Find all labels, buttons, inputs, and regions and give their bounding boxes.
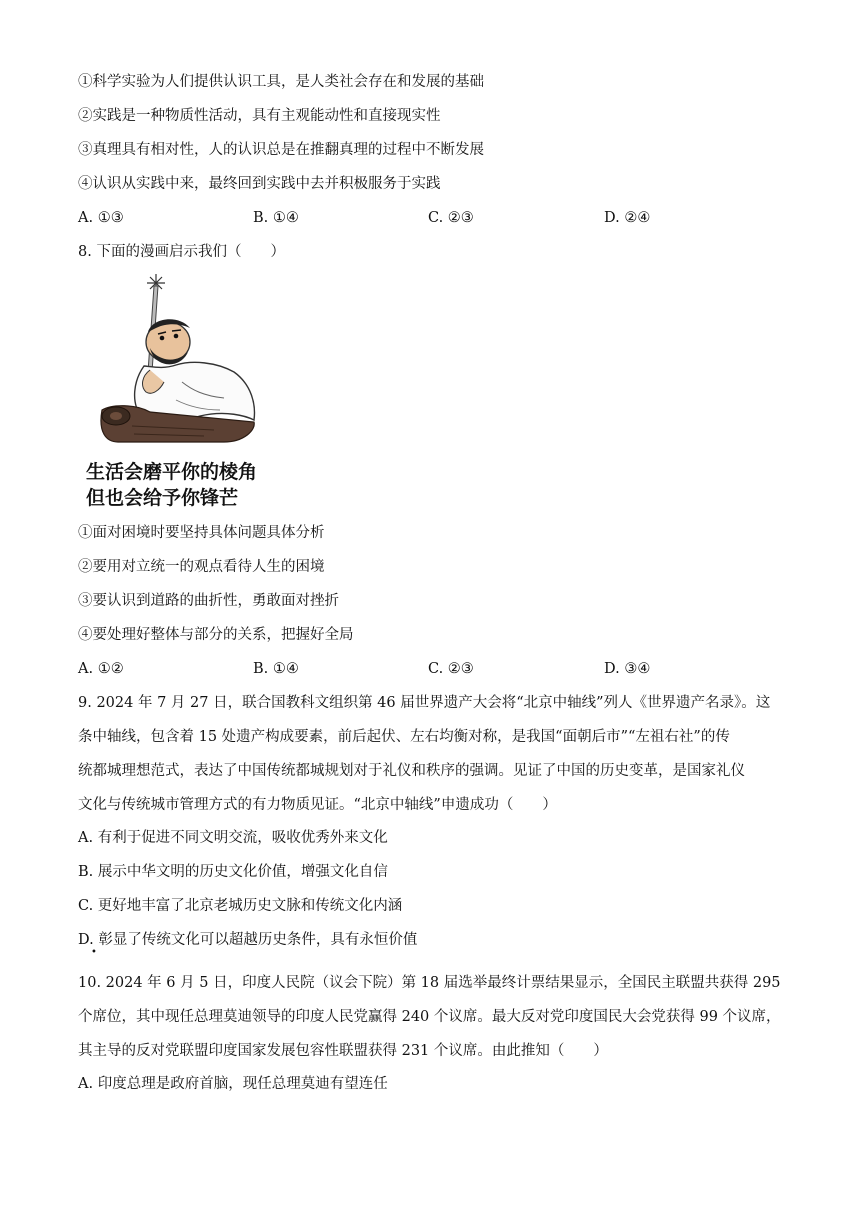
- q9-stem-line: 9. 2024 年 7 月 27 日，联合国教科文组织第 46 届世界遗产大会将“北京中轴线”列人《世界遗产名录》。这: [78, 695, 771, 711]
- q9-option-c: C. 更好地丰富了北京老城历史文脉和传统文化内涵: [78, 898, 403, 914]
- q7-option-b: B. ①④: [253, 210, 299, 226]
- cartoon-image: [84, 270, 270, 518]
- q9-stem: [78, 686, 784, 822]
- q9-option-a: A. 有利于促进不同文明交流，吸收优秀外来文化: [78, 830, 388, 846]
- q7-statement-1: ①科学实验为人们提供认识工具，是人类社会存在和发展的基础: [78, 74, 484, 90]
- q7-option-c: C. ②③: [428, 210, 474, 226]
- q7-option-d: D. ②④: [604, 210, 651, 226]
- cartoon-caption-line-1: 生活会磨平你的棱角: [86, 461, 258, 483]
- q8-statement-4: ④要处理好整体与部分的关系，把握好全局: [78, 627, 354, 643]
- q9-stem-line: 统都城理想范式，表达了中国传统都城规划对于礼仪和秩序的强调。见证了中国的历史变革，是国家礼仪: [78, 763, 745, 779]
- q10-stem: [78, 966, 784, 1068]
- q10-stem-line: 10. 2024 年 6 月 5 日，印度人民院（议会下院）第 18 届选举最终计票结果显示，全国民主联盟共获得 295: [78, 975, 781, 991]
- q9-option-b: B. 展示中华文明的历史文化价值，增强文化自信: [78, 864, 388, 880]
- q8-option-d: D. ③④: [604, 661, 651, 677]
- q7-statement-4: ④认识从实践中来，最终回到实践中去并积极服务于实践: [78, 176, 441, 192]
- q8-statement-1: ①面对困境时要坚持具体问题具体分析: [78, 525, 325, 541]
- cartoon-caption-line-2: 但也会给予你锋芒: [86, 487, 239, 509]
- q8-option-a: A. ①②: [78, 661, 124, 677]
- q10-option-a: A. 印度总理是政府首脑，现任总理莫迪有望连任: [78, 1076, 388, 1092]
- q7-option-a: A. ①③: [78, 210, 124, 226]
- q8-option-c: C. ②③: [428, 661, 474, 677]
- q10-stem-line: 个席位，其中现任总理莫迪领导的印度人民党赢得 240 个议席。最大反对党印度国民大会党获得 99 个议席，: [78, 1009, 781, 1025]
- q9-stem-line: 条中轴线，包含着 15 处遗产构成要素，前后起伏、左右均衡对称，是我国“面朝后市”“左祖右社”的传: [78, 729, 730, 745]
- q7-statement-3: ③真理具有相对性，人的认识总是在推翻真理的过程中不断发展: [78, 142, 484, 158]
- q8-stem: 8. 下面的漫画启示我们（ ）: [78, 244, 285, 260]
- q10-stem-line: 其主导的反对党联盟印度国家发展包容性联盟获得 231 个议席。由此推知（ ）: [78, 1043, 608, 1059]
- q7-statement-2: ②实践是一种物质性活动，具有主观能动性和直接现实性: [78, 108, 441, 124]
- q9-stem-line: 文化与传统城市管理方式的有力物质见证。“北京中轴线”申遗成功（ ）: [78, 797, 557, 813]
- q8-statement-3: ③要认识到道路的曲折性，勇敢面对挫折: [78, 593, 339, 609]
- q9-option-d: D. 彰显了传统文化可以超越历史条件，具有永恒价值: [78, 932, 418, 948]
- q8-statement-2: ②要用对立统一的观点看待人生的困境: [78, 559, 325, 575]
- answer-dot-mark: •: [91, 947, 97, 958]
- q8-option-b: B. ①④: [253, 661, 299, 677]
